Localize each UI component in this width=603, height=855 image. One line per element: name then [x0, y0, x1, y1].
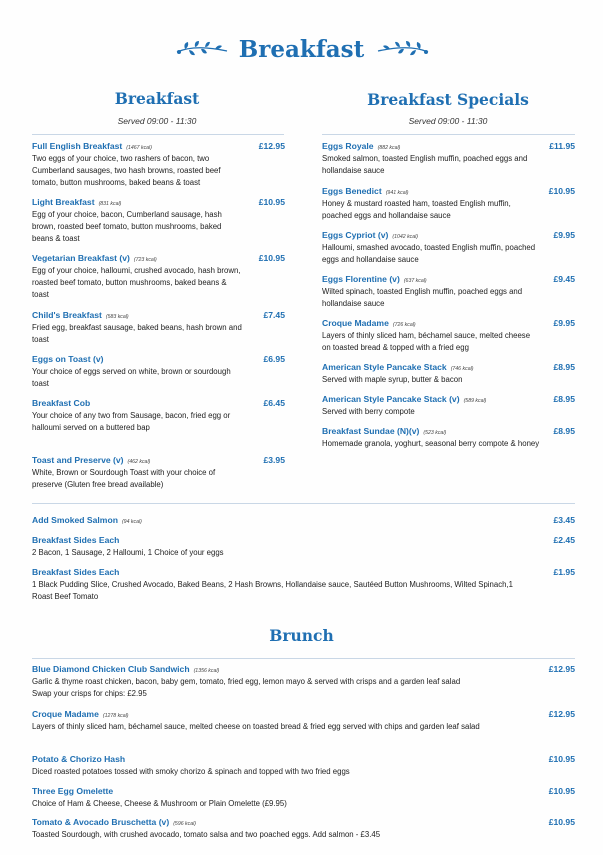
menu-item-price: £10.95 [548, 754, 575, 764]
menu-item-name [322, 362, 575, 372]
page-title: Breakfast [238, 36, 365, 63]
menu-item-price: £12.95 [258, 141, 285, 151]
menu-item-kcal: (723 kcal) [133, 257, 157, 263]
divider [32, 658, 575, 659]
menu-item-name [32, 786, 575, 796]
menu-item-price: £3.45 [553, 515, 575, 525]
menu-item-name [32, 253, 285, 263]
menu-item-title: Vegetarian Breakfast (v) [32, 253, 130, 263]
menu-item-title: Croque Madame [32, 709, 99, 719]
menu-item-description: Served with berry compote [322, 407, 415, 416]
menu-item [322, 274, 575, 310]
menu-item-name [322, 318, 575, 328]
menu-item [32, 567, 575, 603]
menu-item-description: Toasted Sourdough, with crushed avocado, tomato salsa and two poached eggs. Add salmon - £3.45 [32, 830, 381, 839]
divider [32, 503, 575, 504]
menu-item [32, 398, 285, 434]
menu-item [32, 253, 285, 302]
menu-item-title: Eggs Cypriot (v) [322, 230, 389, 240]
menu-item-name [32, 354, 285, 364]
menu-item-title: American Style Pancake Stack (v) [322, 394, 460, 404]
menu-item-description: Wilted spinach, toasted English muffin, poached eggs and hollandaise sauce [322, 287, 523, 309]
menu-item-description: Halloumi, smashed avocado, toasted English muffin, poached eggs and hollandaise sauce [322, 243, 536, 265]
menu-item-price: £10.95 [258, 197, 285, 207]
menu-item-name [32, 197, 285, 207]
menu-item-kcal: (637 kcal) [403, 278, 427, 284]
menu-item [322, 362, 575, 386]
menu-item-price: £11.95 [549, 141, 575, 151]
menu-item [322, 230, 575, 266]
menu-item-price: £10.95 [548, 817, 575, 827]
menu-item-name [32, 567, 575, 577]
menu-item [32, 709, 575, 733]
menu-item [32, 786, 575, 810]
menu-item-title: Tomato & Avocado Bruschetta (v) [32, 817, 170, 827]
menu-item [322, 186, 575, 222]
menu-item-kcal: (831 kcal) [98, 201, 122, 207]
menu-item-title: Breakfast Sides Each [32, 567, 120, 577]
specials-section-title: Breakfast Specials [367, 90, 529, 109]
menu-item-title: Croque Madame [322, 318, 389, 328]
menu-item-title: Eggs Benedict [322, 186, 382, 196]
menu-item-price: £6.95 [263, 354, 285, 364]
menu-item-name [32, 709, 575, 719]
menu-item-title: Breakfast Sundae (N)(v) [322, 426, 420, 436]
menu-item-kcal: (1467 kcal) [126, 145, 152, 151]
breakfast-served-time: Served 09:00 - 11:30 [117, 116, 197, 126]
menu-item-kcal: (882 kcal) [377, 145, 401, 151]
menu-item-name [322, 274, 575, 284]
menu-item-title: Toast and Preserve (v) [32, 455, 124, 465]
menu-item-price: £10.95 [258, 253, 285, 263]
brunch-section-title: Brunch [269, 626, 334, 645]
menu-item-name [32, 664, 575, 674]
menu-item-price: £3.95 [263, 455, 285, 465]
menu-item-title: Full English Breakfast [32, 141, 123, 151]
menu-item-description: Layers of thinly sliced ham, béchamel sauce, melted cheese on toasted bread & fried egg served with chips and garden leaf salad [32, 722, 480, 731]
menu-item-title: Eggs Florentine (v) [322, 274, 400, 284]
menu-item-name [322, 394, 575, 404]
menu-item-price: £10.95 [548, 186, 575, 196]
menu-item-kcal: (746 kcal) [450, 366, 474, 372]
menu-item-price: £9.95 [553, 230, 575, 240]
menu-item-price: £1.95 [553, 567, 575, 577]
menu-item-description: Fried egg, breakfast sausage, baked beans, hash brown and toast [32, 323, 242, 345]
menu-item-name [32, 310, 285, 320]
menu-item [322, 394, 575, 418]
menu-item-description: Honey & mustard roasted ham, toasted English muffin, poached eggs and hollandaise sauce [322, 199, 511, 221]
menu-item [32, 754, 575, 778]
menu-item-kcal: (523 kcal) [423, 430, 447, 436]
menu-item-kcal: (1042 kcal) [392, 234, 419, 240]
menu-item [32, 817, 575, 841]
menu-item-description: Two eggs of your choice, two rashers of bacon, two Cumberland sausages, two hash browns, roasted beef tomato, button mushrooms, baked beans & toast [32, 154, 221, 188]
menu-item [32, 515, 575, 525]
menu-item-price: £6.45 [263, 398, 285, 408]
menu-item-description: Garlic & thyme roast chicken, bacon, baby gem, tomato, fried egg, lemon mayo & served with crisps and a garden leaf salad Swap your crisps for chips: £2.95 [32, 677, 461, 699]
menu-item-description: 2 Bacon, 1 Sausage, 2 Halloumi, 1 Choice of your eggs [32, 548, 224, 557]
menu-item-kcal: (1356 kcal) [193, 668, 220, 674]
menu-item-description: Egg of your choice, halloumi, crushed avocado, hash brown, roasted beef tomato, button mushrooms, baked beans & toast [32, 266, 241, 300]
menu-item-kcal: (462 kcal) [127, 459, 151, 465]
menu-item-kcal: (589 kcal) [463, 398, 487, 404]
divider [32, 134, 284, 135]
menu-item-kcal: (941 kcal) [385, 190, 409, 196]
menu-item-name [32, 754, 575, 764]
breakfast-section-title: Breakfast [114, 89, 200, 108]
menu-item-title: Add Smoked Salmon [32, 515, 118, 525]
menu-item-name [322, 426, 575, 436]
menu-item-description: Smoked salmon, toasted English muffin, poached eggs and hollandaise sauce [322, 154, 528, 176]
menu-item-price: £12.95 [548, 664, 575, 674]
menu-item-title: Breakfast Sides Each [32, 535, 120, 545]
menu-item-description: Egg of your choice, bacon, Cumberland sausage, hash brown, roasted beef tomato, button mushrooms, baked beans & toast [32, 210, 222, 244]
menu-item-description: Choice of Ham & Cheese, Cheese & Mushroom or Plain Omelette (£9.95) [32, 799, 287, 808]
menu-item [322, 426, 575, 450]
menu-item-title: Potato & Chorizo Hash [32, 754, 126, 764]
menu-item-kcal: (94 kcal) [121, 519, 142, 525]
menu-item-price: £9.95 [553, 318, 575, 328]
menu-item-name [32, 535, 575, 545]
menu-item-title: Light Breakfast [32, 197, 95, 207]
menu-item [322, 318, 575, 354]
menu-item-name [322, 230, 575, 240]
menu-item-price: £9.45 [553, 274, 575, 284]
menu-item [322, 141, 575, 177]
menu-item-description: Diced roasted potatoes tossed with smoky chorizo & spinach and topped with two fried eggs [32, 767, 350, 776]
menu-item-name [32, 817, 575, 827]
menu-item-name [32, 141, 285, 151]
menu-item [32, 310, 285, 346]
menu-item-description: 1 Black Pudding Slice, Crushed Avocado, Baked Beans, 2 Hash Browns, Hollandaise sauce, Sautéed Button Mushrooms, Wilted Spinach,1 Roast Beef Tomato [32, 580, 513, 602]
specials-served-time: Served 09:00 - 11:30 [408, 116, 488, 126]
menu-item-kcal: (726 kcal) [392, 322, 416, 328]
menu-item-price: £8.95 [553, 394, 575, 404]
menu-item [32, 141, 285, 190]
menu-item-description: Your choice of any two from Sausage, bacon, fried egg or halloumi served on a buttered bap [32, 411, 231, 433]
menu-item [32, 455, 285, 491]
menu-item-title: Eggs on Toast (v) [32, 354, 104, 364]
menu-item-name [32, 455, 285, 465]
menu-item-kcal: (1278 kcal) [102, 713, 129, 719]
menu-item-price: £12.95 [548, 709, 575, 719]
menu-item-title: Blue Diamond Chicken Club Sandwich [32, 664, 190, 674]
menu-item-kcal: (596 kcal) [173, 821, 196, 827]
leaf-ornament-icon [376, 40, 430, 60]
menu-item-title: American Style Pancake Stack [322, 362, 447, 372]
menu-item [32, 535, 575, 559]
menu-item-description: Served with maple syrup, butter & bacon [322, 375, 463, 384]
menu-item-description: Your choice of eggs served on white, brown or sourdough toast [32, 367, 231, 389]
menu-item-kcal: (583 kcal) [105, 314, 129, 320]
menu-item-description: White, Brown or Sourdough Toast with your choice of preserve (Gluten free bread available) [32, 468, 216, 490]
divider [322, 134, 575, 135]
menu-item-name [32, 515, 575, 525]
menu-item-description: Homemade granola, yoghurt, seasonal berry compote & honey [322, 439, 540, 448]
menu-item-price: £2.45 [553, 535, 575, 545]
menu-item-name [322, 186, 575, 196]
menu-item [32, 664, 575, 700]
menu-item-name [322, 141, 575, 151]
menu-item-name [32, 398, 285, 408]
menu-item-price: £8.95 [553, 362, 575, 372]
menu-item-title: Breakfast Cob [32, 398, 91, 408]
menu-item-title: Child's Breakfast [32, 310, 102, 320]
menu-item [32, 354, 285, 390]
menu-item-price: £10.95 [548, 786, 575, 796]
menu-item-price: £7.45 [263, 310, 285, 320]
menu-item-title: Eggs Royale [322, 141, 374, 151]
menu-item [32, 197, 285, 246]
menu-item-title: Three Egg Omelette [32, 786, 114, 796]
menu-item-description: Layers of thinly sliced ham, béchamel sauce, melted cheese on toasted bread & topped with a fried egg [322, 331, 531, 353]
menu-item-price: £8.95 [553, 426, 575, 436]
